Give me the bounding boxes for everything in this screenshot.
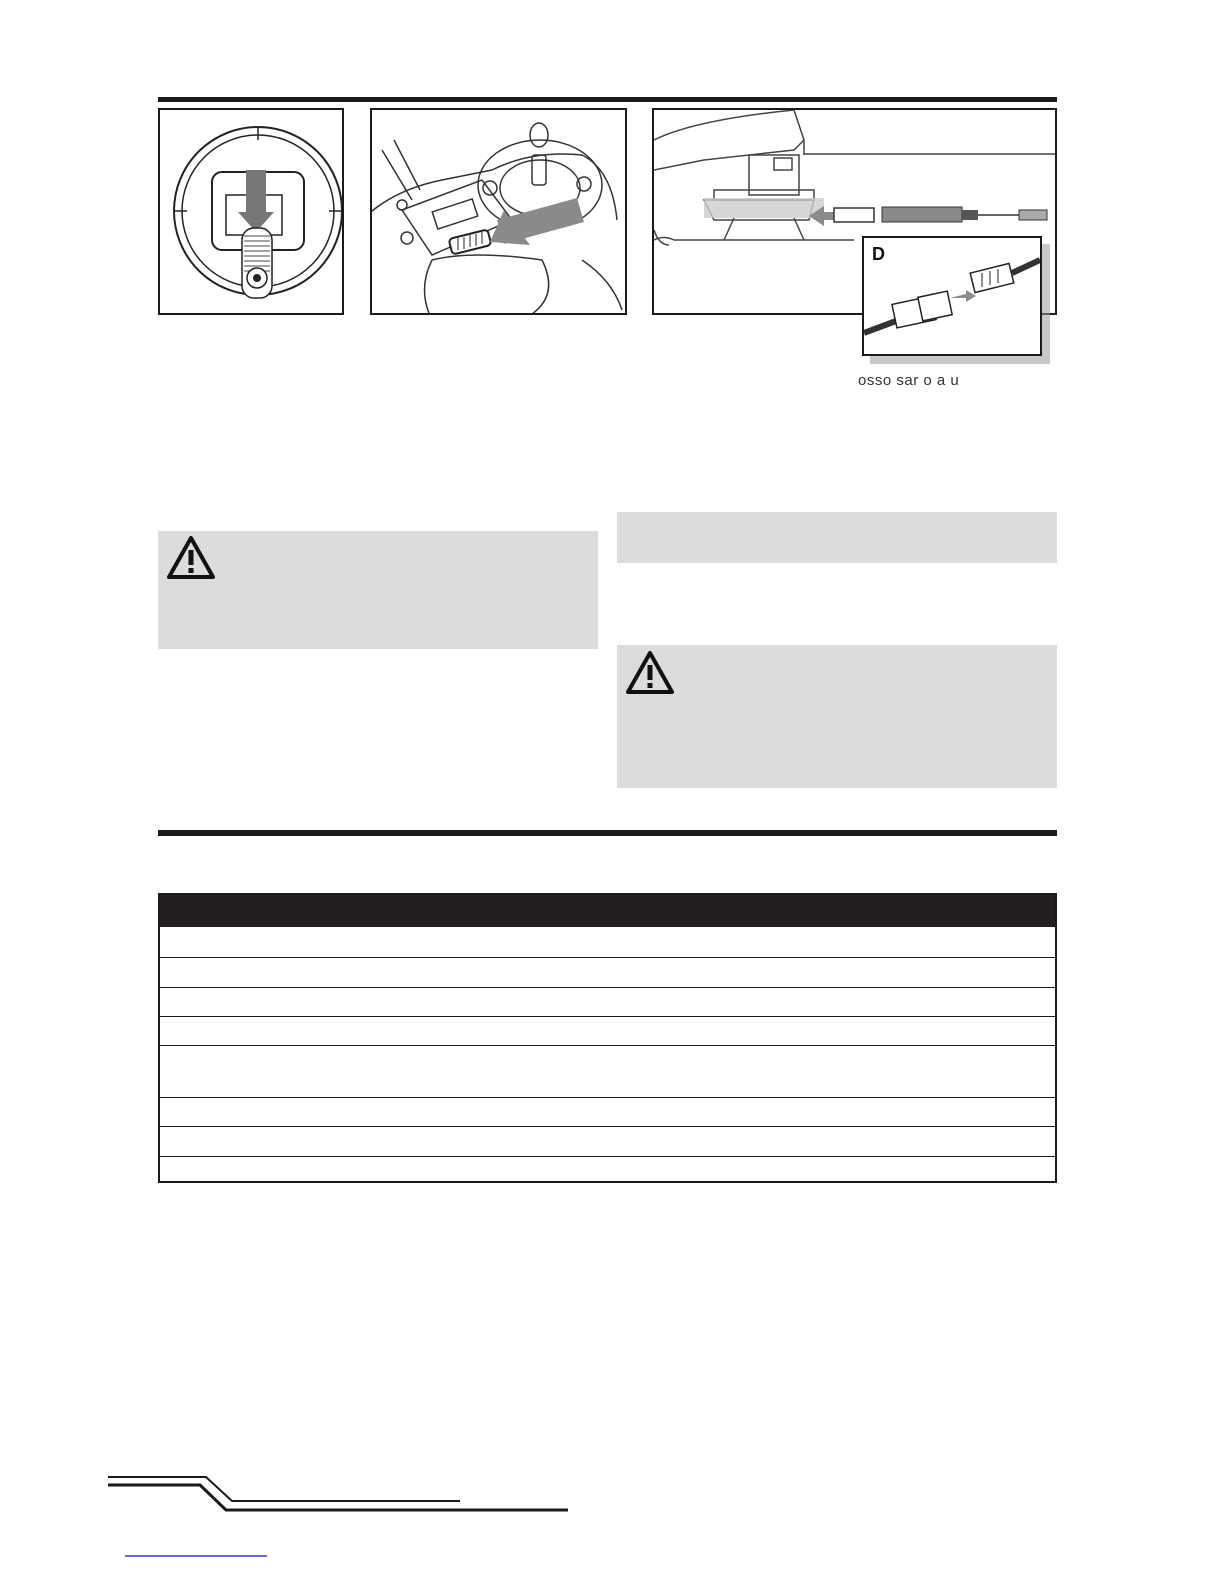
warning-callout-right	[617, 645, 1057, 788]
inset-connector-detail	[862, 236, 1042, 356]
table-row	[160, 1156, 1055, 1183]
table-row	[160, 927, 1055, 957]
table-row	[160, 1097, 1055, 1126]
table-row	[160, 987, 1055, 1016]
inset-label: D	[872, 244, 885, 264]
footer-link-underline[interactable]	[125, 1555, 267, 1557]
note-callout-right	[617, 512, 1057, 563]
data-table	[158, 893, 1057, 1183]
figure-transmitter-switch	[370, 108, 627, 315]
table-row	[160, 1016, 1055, 1045]
table-row	[160, 1045, 1055, 1097]
table-row	[160, 1126, 1055, 1156]
connector-illustration	[864, 238, 1040, 354]
warning-callout-left	[158, 531, 598, 649]
warning-triangle-icon	[166, 535, 216, 580]
transmitter-illustration	[372, 110, 625, 313]
footer-decoration	[108, 1474, 578, 1514]
mid-section-rule	[158, 830, 1057, 836]
charge-port-illustration	[160, 110, 342, 313]
table-header	[160, 895, 1055, 927]
top-section-rule	[158, 97, 1057, 102]
table-row	[160, 957, 1055, 987]
figure-caption-fragment: osso sar o a u	[858, 372, 960, 386]
figure-charge-port	[158, 108, 344, 315]
warning-triangle-icon	[625, 650, 675, 695]
